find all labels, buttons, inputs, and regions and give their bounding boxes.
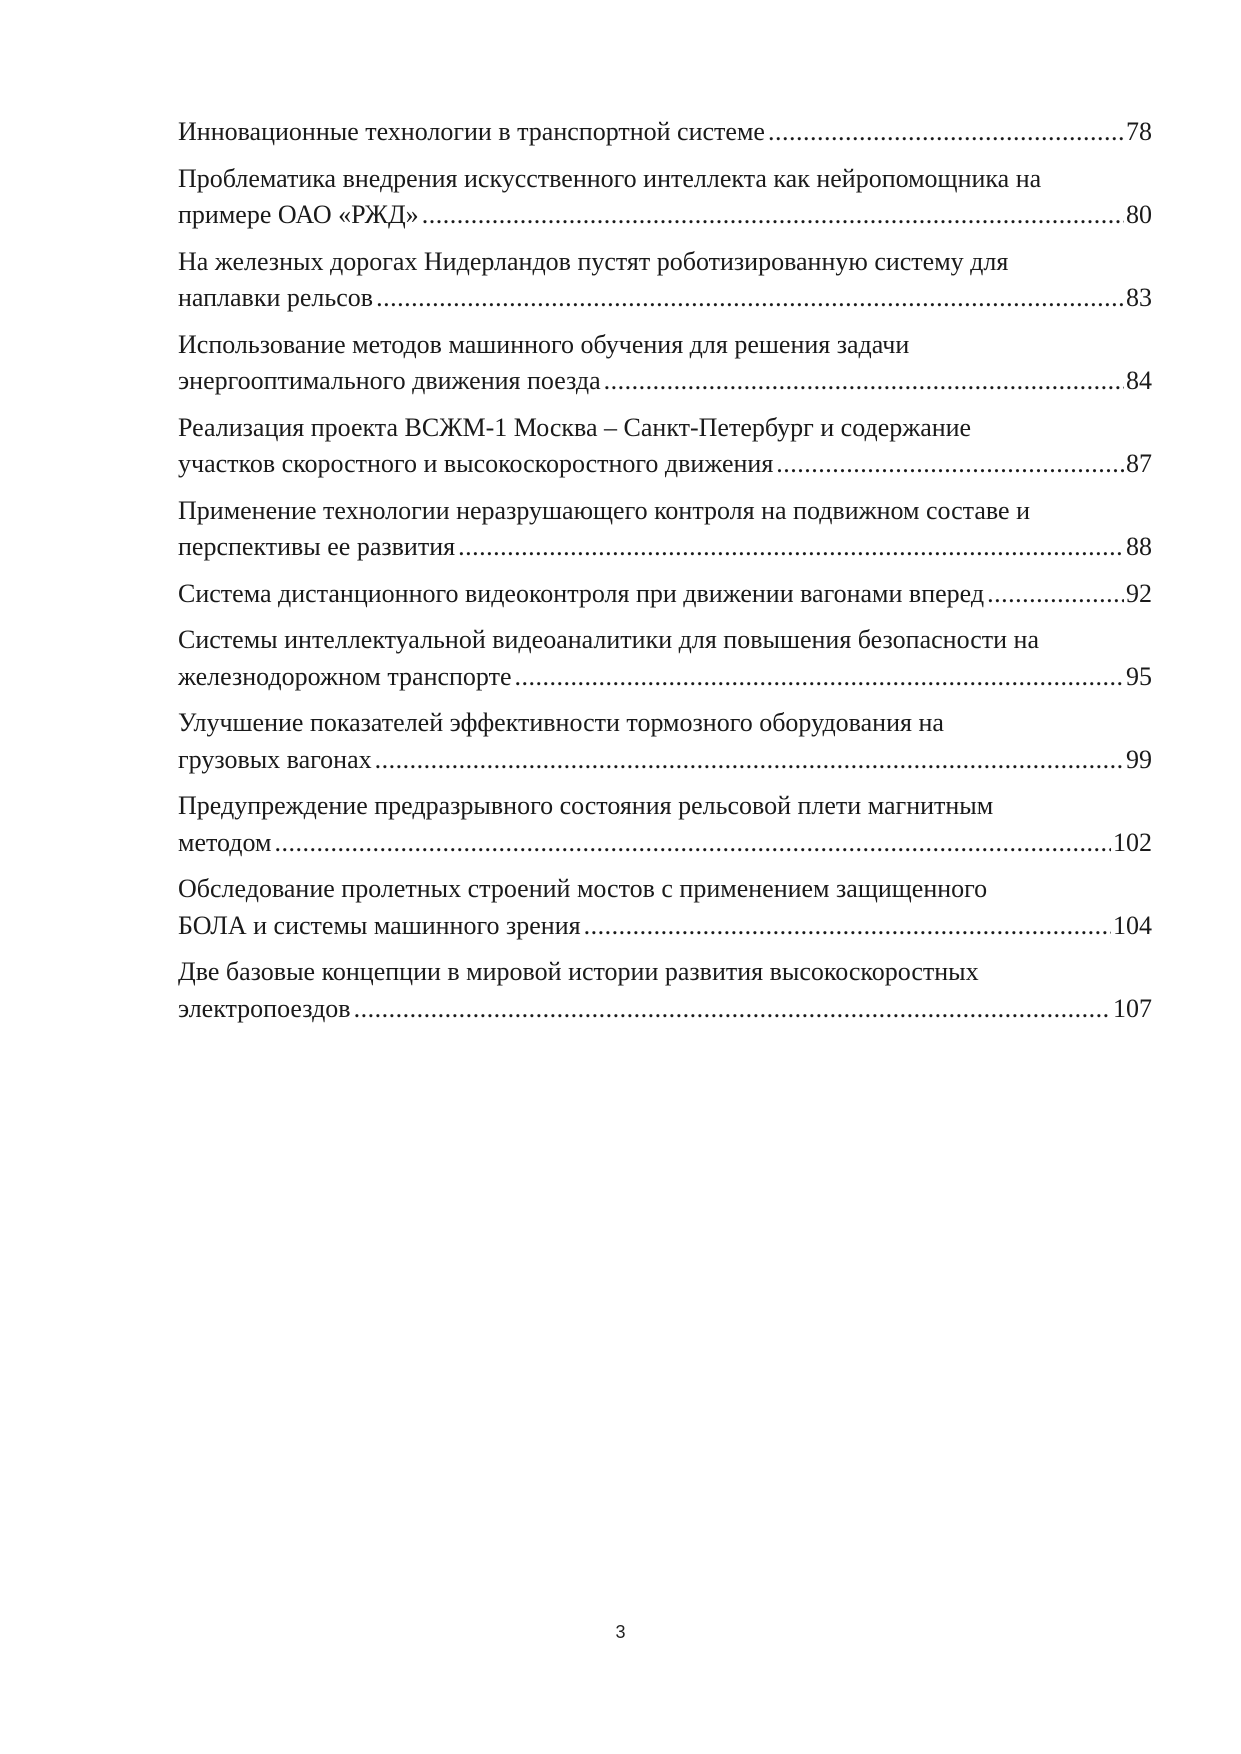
toc-leader-dots [768,114,1124,151]
toc-entry[interactable] [178,954,1152,1027]
toc-leader-dots [604,363,1124,400]
toc-leader-dots [987,576,1124,613]
toc-leader-dots [422,197,1124,234]
toc-entry-title-line1: Обследование пролетных строений мостов с применением защищенного [178,874,988,903]
toc-entry-title-line2: перспективы ее развития [178,532,456,561]
toc-entry-title-line1: Реализация проекта ВСЖМ-1 Москва – Санкт-Петербург и содержание [178,412,972,442]
toc-entry-title-line2: участков скоростного и высокоскоростного движения [178,449,774,478]
toc-entry[interactable] [178,327,1152,400]
toc-entry-line [178,825,1152,862]
toc-entry-page: 83 [1126,283,1152,312]
toc-entry-title-line1: Две базовые концепции в мировой истории развития высокоскоростных [178,957,979,986]
toc-entry-page: 87 [1126,449,1152,478]
toc-entry[interactable] [178,788,1152,861]
toc-entry-title-line1: Применение технологии неразрушающего контроля на подвижном составе и [178,495,1030,525]
toc-entry-title-line2: электропоездов [178,993,351,1023]
toc-entry-page: 95 [1126,661,1152,691]
toc-entry-page: 92 [1126,578,1152,608]
toc-entry-title-line1: Предупреждение предразрывного состояния рельсовой плети магнитным [178,791,994,820]
toc-entry-title-line2: примере ОАО «РЖД» [178,200,419,229]
toc-entry[interactable] [178,161,1152,234]
toc-leader-dots [776,446,1124,483]
toc-entry-title-line1: Улучшение показателей эффективности тормозного оборудования на [178,708,944,737]
toc-entry-line [178,742,1152,779]
toc-entry-page: 78 [1126,117,1152,146]
toc-leader-dots [376,280,1124,317]
toc-entry-page: 80 [1126,200,1152,229]
toc-entry-line [178,908,1152,945]
page-number: 3 [615,1622,626,1642]
toc-entry-line [178,446,1152,483]
toc-entry[interactable] [178,410,1152,483]
toc-leader-dots [458,529,1124,566]
toc-entry-line [178,363,1152,400]
toc-entry[interactable] [178,871,1152,944]
toc-leader-dots [584,908,1111,945]
toc-entry[interactable] [178,576,1152,613]
toc-entry-line [178,197,1152,234]
toc-entry-line [178,991,1152,1028]
toc-entry-title-line2: грузовых вагонах [178,744,372,774]
toc-entry-title-line2: энергооптимального движения поезда [178,366,601,395]
toc-entry-title: Система дистанционного видеоконтроля при движении вагонами вперед [178,578,985,608]
toc-entry-title-line1: На железных дорогах Нидерландов пустят роботизированную систему для [178,246,1009,276]
toc-leader-dots [515,659,1125,696]
toc-entry-title-line2: наплавки рельсов [178,283,374,312]
toc-entry[interactable] [178,114,1152,151]
table-of-contents [178,114,1152,1037]
toc-entry[interactable] [178,244,1152,317]
toc-leader-dots [274,825,1111,862]
toc-entry-title-line2: железнодорожном транспорте [178,661,512,691]
toc-entry-line [178,114,1152,151]
toc-entry[interactable] [178,493,1152,566]
toc-entry-line [178,576,1152,613]
toc-entry-line [178,529,1152,566]
toc-entry-page: 107 [1113,993,1152,1023]
toc-entry-page: 102 [1113,827,1152,857]
toc-entry-page: 84 [1126,366,1152,395]
toc-entry-title-line1: Проблематика внедрения искусственного интеллекта как нейропомощника на [178,163,1042,193]
toc-entry[interactable] [178,705,1152,778]
toc-leader-dots [354,991,1111,1028]
toc-entry-line [178,659,1152,696]
toc-entry-line [178,280,1152,317]
toc-leader-dots [375,742,1124,779]
toc-entry-title-line2: методом [178,827,272,857]
toc-entry-title-line2: БОЛА и системы машинного зрения [178,910,581,940]
toc-entry-title: Инновационные технологии в транспортной системе [178,117,765,146]
toc-entry-page: 99 [1126,744,1152,774]
toc-entry-page: 104 [1113,910,1152,940]
toc-entry-title-line1: Использование методов машинного обучения для решения задачи [178,329,910,359]
toc-entry[interactable] [178,622,1152,695]
toc-entry-title-line1: Системы интеллектуальной видеоаналитики для повышения безопасности на [178,625,1039,654]
toc-entry-page: 88 [1126,532,1152,561]
